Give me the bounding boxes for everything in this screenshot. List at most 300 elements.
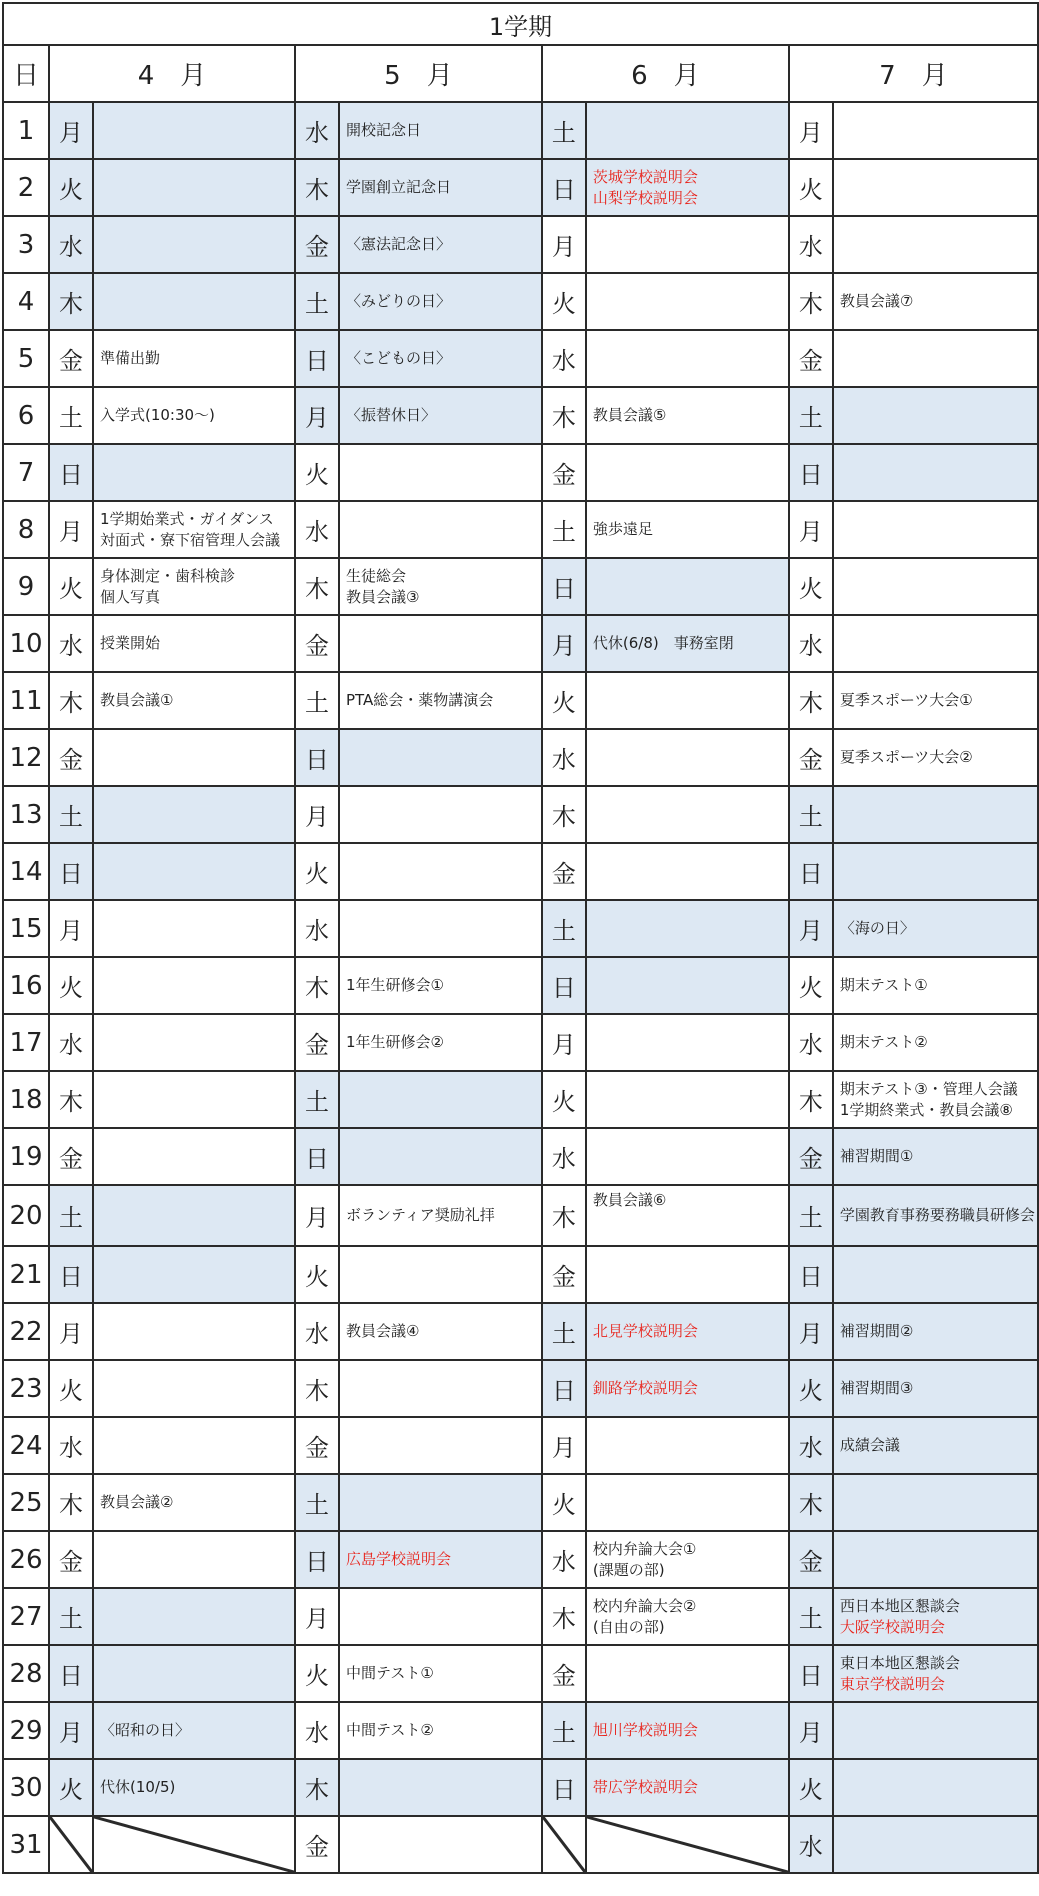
day-number: 7 <box>3 444 49 501</box>
event-text: 校内弁論大会② <box>592 1596 697 1615</box>
weekday-june: 日 <box>542 1360 586 1417</box>
event-cell-june <box>586 387 789 444</box>
weekday-july: 水 <box>789 216 833 273</box>
event-cell-may <box>339 1128 542 1185</box>
weekday-july: 火 <box>789 957 833 1014</box>
weekday-july: 月 <box>789 1702 833 1759</box>
calendar-row <box>3 1645 1038 1702</box>
weekday-may: 金 <box>295 615 339 672</box>
event-cell-july <box>833 1071 1038 1128</box>
event-cell-april <box>93 1360 295 1417</box>
title-row <box>3 3 1038 45</box>
weekday-may: 土 <box>295 1071 339 1128</box>
weekday-april: 金 <box>49 729 93 786</box>
event-cell-july <box>833 1185 1038 1246</box>
weekday-july: 日 <box>789 444 833 501</box>
weekday-may: 水 <box>295 501 339 558</box>
event-text: 1学期始業式・ガイダンス <box>99 509 274 528</box>
weekday-june: 日 <box>542 558 586 615</box>
event-cell-july <box>833 387 1038 444</box>
event-cell-may <box>339 1014 542 1071</box>
day-number: 31 <box>3 1816 49 1873</box>
calendar-row <box>3 729 1038 786</box>
event-cell-july <box>833 1014 1038 1071</box>
weekday-july: 水 <box>789 1417 833 1474</box>
event-cell-june <box>586 786 789 843</box>
event-cell-july <box>833 672 1038 729</box>
weekday-april: 日 <box>49 1246 93 1303</box>
event-cell-may <box>339 1816 542 1873</box>
day-number: 14 <box>3 843 49 900</box>
event-cell-april <box>93 1246 295 1303</box>
weekday-june: 火 <box>542 672 586 729</box>
weekday-april: 木 <box>49 1071 93 1128</box>
weekday-may: 金 <box>295 1816 339 1873</box>
day-number: 1 <box>3 102 49 159</box>
weekday-may: 木 <box>295 957 339 1014</box>
event-cell-july <box>833 1303 1038 1360</box>
event-text: 東日本地区懇談会 <box>839 1653 960 1672</box>
weekday-april: 土 <box>49 786 93 843</box>
calendar-row <box>3 1246 1038 1303</box>
event-cell-june <box>586 1702 789 1759</box>
weekday-june: 火 <box>542 273 586 330</box>
weekday-april: 水 <box>49 216 93 273</box>
day-number: 10 <box>3 615 49 672</box>
event-text: 〈振替休日〉 <box>345 406 436 424</box>
weekday-may: 金 <box>295 216 339 273</box>
diagonal-slash <box>587 1817 788 1872</box>
weekday-april: 土 <box>49 387 93 444</box>
weekday-april: 木 <box>49 672 93 729</box>
day-number: 30 <box>3 1759 49 1816</box>
day-number: 12 <box>3 729 49 786</box>
event-cell-july <box>833 444 1038 501</box>
event-cell-april <box>93 1185 295 1246</box>
event-cell-may <box>339 1360 542 1417</box>
weekday-april: 日 <box>49 444 93 501</box>
weekday-june: 月 <box>542 615 586 672</box>
weekday-july: 月 <box>789 501 833 558</box>
event-text: 中間テスト② <box>345 1721 434 1739</box>
event-cell-july <box>833 330 1038 387</box>
event-cell-april <box>93 1128 295 1185</box>
day-number: 11 <box>3 672 49 729</box>
calendar-row <box>3 159 1038 216</box>
weekday-july: 土 <box>789 786 833 843</box>
weekday-july: 月 <box>789 1303 833 1360</box>
weekday-july: 金 <box>789 1128 833 1185</box>
weekday-april: 金 <box>49 1531 93 1588</box>
weekday-june: 火 <box>542 1474 586 1531</box>
calendar-row <box>3 1185 1038 1246</box>
weekday-june: 月 <box>542 1417 586 1474</box>
event-cell-july <box>833 1588 1038 1645</box>
weekday-july: 火 <box>789 1360 833 1417</box>
event-text: (課題の部) <box>592 1560 665 1579</box>
weekday-april: 水 <box>49 615 93 672</box>
weekday-july: 金 <box>789 729 833 786</box>
weekday-april: 金 <box>49 330 93 387</box>
event-cell-july <box>833 1360 1038 1417</box>
event-cell-april <box>93 1531 295 1588</box>
weekday-july: 土 <box>789 387 833 444</box>
event-text: 教員会議① <box>99 691 174 709</box>
weekday-june: 木 <box>542 387 586 444</box>
event-cell-may <box>339 1303 542 1360</box>
weekday-may: 日 <box>295 1531 339 1588</box>
event-text: 広島学校説明会 <box>345 1550 451 1568</box>
header-row <box>3 45 1038 102</box>
weekday-may: 木 <box>295 558 339 615</box>
weekday-july: 月 <box>789 102 833 159</box>
weekday-june: 土 <box>542 102 586 159</box>
weekday-may: 日 <box>295 1128 339 1185</box>
event-cell-june <box>586 102 789 159</box>
diagonal-slash <box>50 1817 92 1872</box>
event-cell-may <box>339 1071 542 1128</box>
event-text: 代休(6/8) 事務室閉 <box>592 634 734 652</box>
event-cell-july <box>833 1816 1038 1873</box>
weekday-april: 月 <box>49 1303 93 1360</box>
event-cell-june <box>586 1014 789 1071</box>
event-cell-may <box>339 1588 542 1645</box>
event-cell-july <box>833 102 1038 159</box>
event-cell-april <box>93 1474 295 1531</box>
event-text: 教員会議③ <box>345 587 420 606</box>
event-text: 開校記念日 <box>345 121 421 139</box>
day-number: 19 <box>3 1128 49 1185</box>
calendar-row <box>3 786 1038 843</box>
event-cell-april <box>93 1071 295 1128</box>
day-number: 27 <box>3 1588 49 1645</box>
weekday-july: 月 <box>789 900 833 957</box>
weekday-june: 土 <box>542 1702 586 1759</box>
event-cell-may <box>339 102 542 159</box>
day-number: 17 <box>3 1014 49 1071</box>
weekday-july: 日 <box>789 1645 833 1702</box>
event-cell-may <box>339 1185 542 1246</box>
weekday-april: 月 <box>49 900 93 957</box>
event-text: 期末テスト① <box>839 976 928 994</box>
event-text: 校内弁論大会① <box>592 1539 697 1558</box>
event-cell-july <box>833 1645 1038 1702</box>
event-cell-april <box>93 1303 295 1360</box>
event-cell-may <box>339 1702 542 1759</box>
event-cell-june <box>586 558 789 615</box>
calendar-row <box>3 387 1038 444</box>
event-text: PTA総会・薬物講演会 <box>345 691 494 709</box>
event-text: (自由の部) <box>592 1617 665 1636</box>
weekday-april: 月 <box>49 501 93 558</box>
event-cell-july <box>833 1531 1038 1588</box>
weekday-may: 水 <box>295 900 339 957</box>
event-text: 夏季スポーツ大会① <box>839 691 973 709</box>
weekday-june: 木 <box>542 1588 586 1645</box>
weekday-april: 火 <box>49 558 93 615</box>
day-number: 26 <box>3 1531 49 1588</box>
day-number: 21 <box>3 1246 49 1303</box>
event-cell-june <box>586 1531 789 1588</box>
event-cell-july <box>833 957 1038 1014</box>
event-cell-july <box>833 159 1038 216</box>
calendar-row <box>3 501 1038 558</box>
weekday-april: 月 <box>49 1702 93 1759</box>
weekday-june: 月 <box>542 1014 586 1071</box>
weekday-july: 金 <box>789 330 833 387</box>
weekday-may: 水 <box>295 102 339 159</box>
event-text: 夏季スポーツ大会② <box>839 748 973 766</box>
event-cell-july <box>833 1246 1038 1303</box>
weekday-april: 木 <box>49 273 93 330</box>
empty-event-cell <box>93 1816 295 1873</box>
weekday-june: 金 <box>542 444 586 501</box>
weekday-july: 木 <box>789 672 833 729</box>
weekday-may: 火 <box>295 444 339 501</box>
event-cell-april <box>93 729 295 786</box>
weekday-may: 水 <box>295 1702 339 1759</box>
event-cell-april <box>93 843 295 900</box>
calendar-row <box>3 672 1038 729</box>
weekday-april: 木 <box>49 1474 93 1531</box>
event-cell-july <box>833 786 1038 843</box>
weekday-july: 日 <box>789 843 833 900</box>
weekday-may: 月 <box>295 786 339 843</box>
event-cell-june <box>586 444 789 501</box>
event-cell-june <box>586 1360 789 1417</box>
event-cell-june <box>586 1071 789 1128</box>
event-cell-june <box>586 672 789 729</box>
weekday-april: 火 <box>49 1360 93 1417</box>
event-cell-june <box>586 1303 789 1360</box>
event-cell-july <box>833 501 1038 558</box>
weekday-april: 土 <box>49 1588 93 1645</box>
event-cell-july <box>833 1474 1038 1531</box>
event-cell-may <box>339 900 542 957</box>
event-cell-may <box>339 501 542 558</box>
event-text: 補習期間① <box>839 1147 914 1165</box>
weekday-april: 金 <box>49 1128 93 1185</box>
event-cell-april <box>93 102 295 159</box>
event-cell-june <box>586 1185 789 1246</box>
calendar-row <box>3 1816 1038 1873</box>
weekday-april: 火 <box>49 159 93 216</box>
month-header-july: 7 月 <box>789 45 1038 102</box>
weekday-june: 月 <box>542 216 586 273</box>
event-cell-may <box>339 558 542 615</box>
day-number: 6 <box>3 387 49 444</box>
day-number: 23 <box>3 1360 49 1417</box>
weekday-may: 水 <box>295 1303 339 1360</box>
weekday-june: 土 <box>542 501 586 558</box>
calendar-row <box>3 1360 1038 1417</box>
day-number: 28 <box>3 1645 49 1702</box>
event-cell-may <box>339 273 542 330</box>
event-cell-may <box>339 159 542 216</box>
event-text: 教員会議④ <box>345 1322 420 1340</box>
weekday-may: 月 <box>295 1588 339 1645</box>
weekday-july: 木 <box>789 273 833 330</box>
weekday-june: 木 <box>542 786 586 843</box>
calendar-row <box>3 843 1038 900</box>
weekday-april: 火 <box>49 957 93 1014</box>
event-cell-june <box>586 900 789 957</box>
empty-weekday-cell <box>542 1816 586 1873</box>
calendar-row <box>3 1303 1038 1360</box>
event-cell-may <box>339 957 542 1014</box>
weekday-july: 水 <box>789 1014 833 1071</box>
weekday-june: 水 <box>542 729 586 786</box>
weekday-april: 火 <box>49 1759 93 1816</box>
event-cell-april <box>93 216 295 273</box>
event-text: 入学式(10:30〜) <box>99 406 215 424</box>
event-text: 期末テスト② <box>839 1033 928 1051</box>
calendar-row <box>3 1417 1038 1474</box>
event-cell-may <box>339 444 542 501</box>
weekday-may: 月 <box>295 387 339 444</box>
weekday-may: 月 <box>295 1185 339 1246</box>
term-title: 1学期 <box>3 3 1038 45</box>
event-cell-may <box>339 387 542 444</box>
empty-weekday-cell <box>49 1816 93 1873</box>
weekday-may: 金 <box>295 1417 339 1474</box>
calendar-row <box>3 957 1038 1014</box>
weekday-april: 水 <box>49 1014 93 1071</box>
event-text: 茨城学校説明会 <box>592 167 698 186</box>
calendar-row <box>3 1071 1038 1128</box>
event-cell-july <box>833 843 1038 900</box>
event-text: 1年生研修会② <box>345 1033 444 1051</box>
weekday-june: 火 <box>542 1071 586 1128</box>
weekday-may: 日 <box>295 729 339 786</box>
weekday-june: 水 <box>542 1531 586 1588</box>
event-cell-june <box>586 501 789 558</box>
event-cell-april <box>93 900 295 957</box>
event-text: 授業開始 <box>99 634 160 652</box>
event-cell-april <box>93 786 295 843</box>
event-text: 補習期間② <box>839 1322 914 1340</box>
event-cell-april <box>93 558 295 615</box>
weekday-june: 土 <box>542 1303 586 1360</box>
calendar-row <box>3 444 1038 501</box>
event-cell-june <box>586 216 789 273</box>
weekday-july: 木 <box>789 1071 833 1128</box>
event-cell-july <box>833 1702 1038 1759</box>
empty-event-cell <box>586 1816 789 1873</box>
event-text: 学園教育事務要務職員研修会 <box>839 1206 1035 1224</box>
event-cell-june <box>586 615 789 672</box>
event-cell-april <box>93 330 295 387</box>
event-text: 東京学校説明会 <box>839 1674 945 1693</box>
event-text: 1学期終業式・教員会議⑧ <box>839 1100 1013 1119</box>
event-text: 西日本地区懇談会 <box>839 1596 960 1615</box>
weekday-june: 金 <box>542 1246 586 1303</box>
event-cell-april <box>93 1645 295 1702</box>
weekday-july: 金 <box>789 1531 833 1588</box>
event-cell-april <box>93 1588 295 1645</box>
event-cell-april <box>93 501 295 558</box>
weekday-july: 土 <box>789 1185 833 1246</box>
weekday-may: 木 <box>295 159 339 216</box>
event-text: 釧路学校説明会 <box>592 1379 698 1397</box>
event-cell-june <box>586 159 789 216</box>
calendar-row <box>3 1014 1038 1071</box>
day-number: 15 <box>3 900 49 957</box>
event-text: 期末テスト③・管理人会議 <box>839 1079 1018 1098</box>
day-number: 5 <box>3 330 49 387</box>
calendar-row <box>3 273 1038 330</box>
event-cell-may <box>339 1474 542 1531</box>
weekday-june: 金 <box>542 843 586 900</box>
weekday-april: 水 <box>49 1417 93 1474</box>
event-cell-july <box>833 900 1038 957</box>
event-cell-june <box>586 273 789 330</box>
weekday-june: 木 <box>542 1185 586 1246</box>
weekday-may: 土 <box>295 1474 339 1531</box>
event-text: 〈昭和の日〉 <box>99 1721 190 1739</box>
event-text: 準備出勤 <box>99 349 160 367</box>
event-text: 〈憲法記念日〉 <box>345 235 451 253</box>
event-text: 教員会議⑦ <box>839 292 914 310</box>
event-cell-april <box>93 957 295 1014</box>
event-text: 学園創立記念日 <box>345 178 451 196</box>
event-cell-may <box>339 1759 542 1816</box>
event-text: 代休(10/5) <box>99 1778 176 1796</box>
day-number: 13 <box>3 786 49 843</box>
event-text: 教員会議⑥ <box>592 1191 667 1209</box>
weekday-june: 日 <box>542 1759 586 1816</box>
calendar-row <box>3 1531 1038 1588</box>
day-number: 2 <box>3 159 49 216</box>
event-cell-june <box>586 1417 789 1474</box>
event-text: 個人写真 <box>99 587 160 606</box>
event-cell-june <box>586 1759 789 1816</box>
calendar-row <box>3 1702 1038 1759</box>
event-text: 帯広学校説明会 <box>592 1778 698 1796</box>
weekday-may: 土 <box>295 672 339 729</box>
weekday-june: 日 <box>542 957 586 1014</box>
event-cell-june <box>586 843 789 900</box>
calendar-row <box>3 1128 1038 1185</box>
event-cell-june <box>586 1128 789 1185</box>
event-cell-may <box>339 672 542 729</box>
calendar-row <box>3 900 1038 957</box>
event-cell-july <box>833 216 1038 273</box>
event-text: 大阪学校説明会 <box>839 1617 945 1636</box>
weekday-june: 金 <box>542 1645 586 1702</box>
event-cell-may <box>339 1645 542 1702</box>
weekday-july: 火 <box>789 558 833 615</box>
weekday-july: 火 <box>789 159 833 216</box>
calendar-row <box>3 1474 1038 1531</box>
diagonal-slash <box>543 1817 585 1872</box>
event-cell-july <box>833 558 1038 615</box>
event-cell-april <box>93 1702 295 1759</box>
event-cell-june <box>586 1246 789 1303</box>
calendar-row <box>3 615 1038 672</box>
weekday-june: 水 <box>542 330 586 387</box>
event-text: 〈海の日〉 <box>839 919 915 937</box>
calendar-row <box>3 102 1038 159</box>
weekday-june: 日 <box>542 159 586 216</box>
weekday-april: 月 <box>49 102 93 159</box>
weekday-april: 日 <box>49 843 93 900</box>
weekday-april: 土 <box>49 1185 93 1246</box>
calendar-table <box>2 2 1039 1874</box>
day-column-header: 日 <box>3 45 49 102</box>
event-text: 対面式・寮下宿管理人会議 <box>99 530 280 549</box>
weekday-may: 木 <box>295 1759 339 1816</box>
